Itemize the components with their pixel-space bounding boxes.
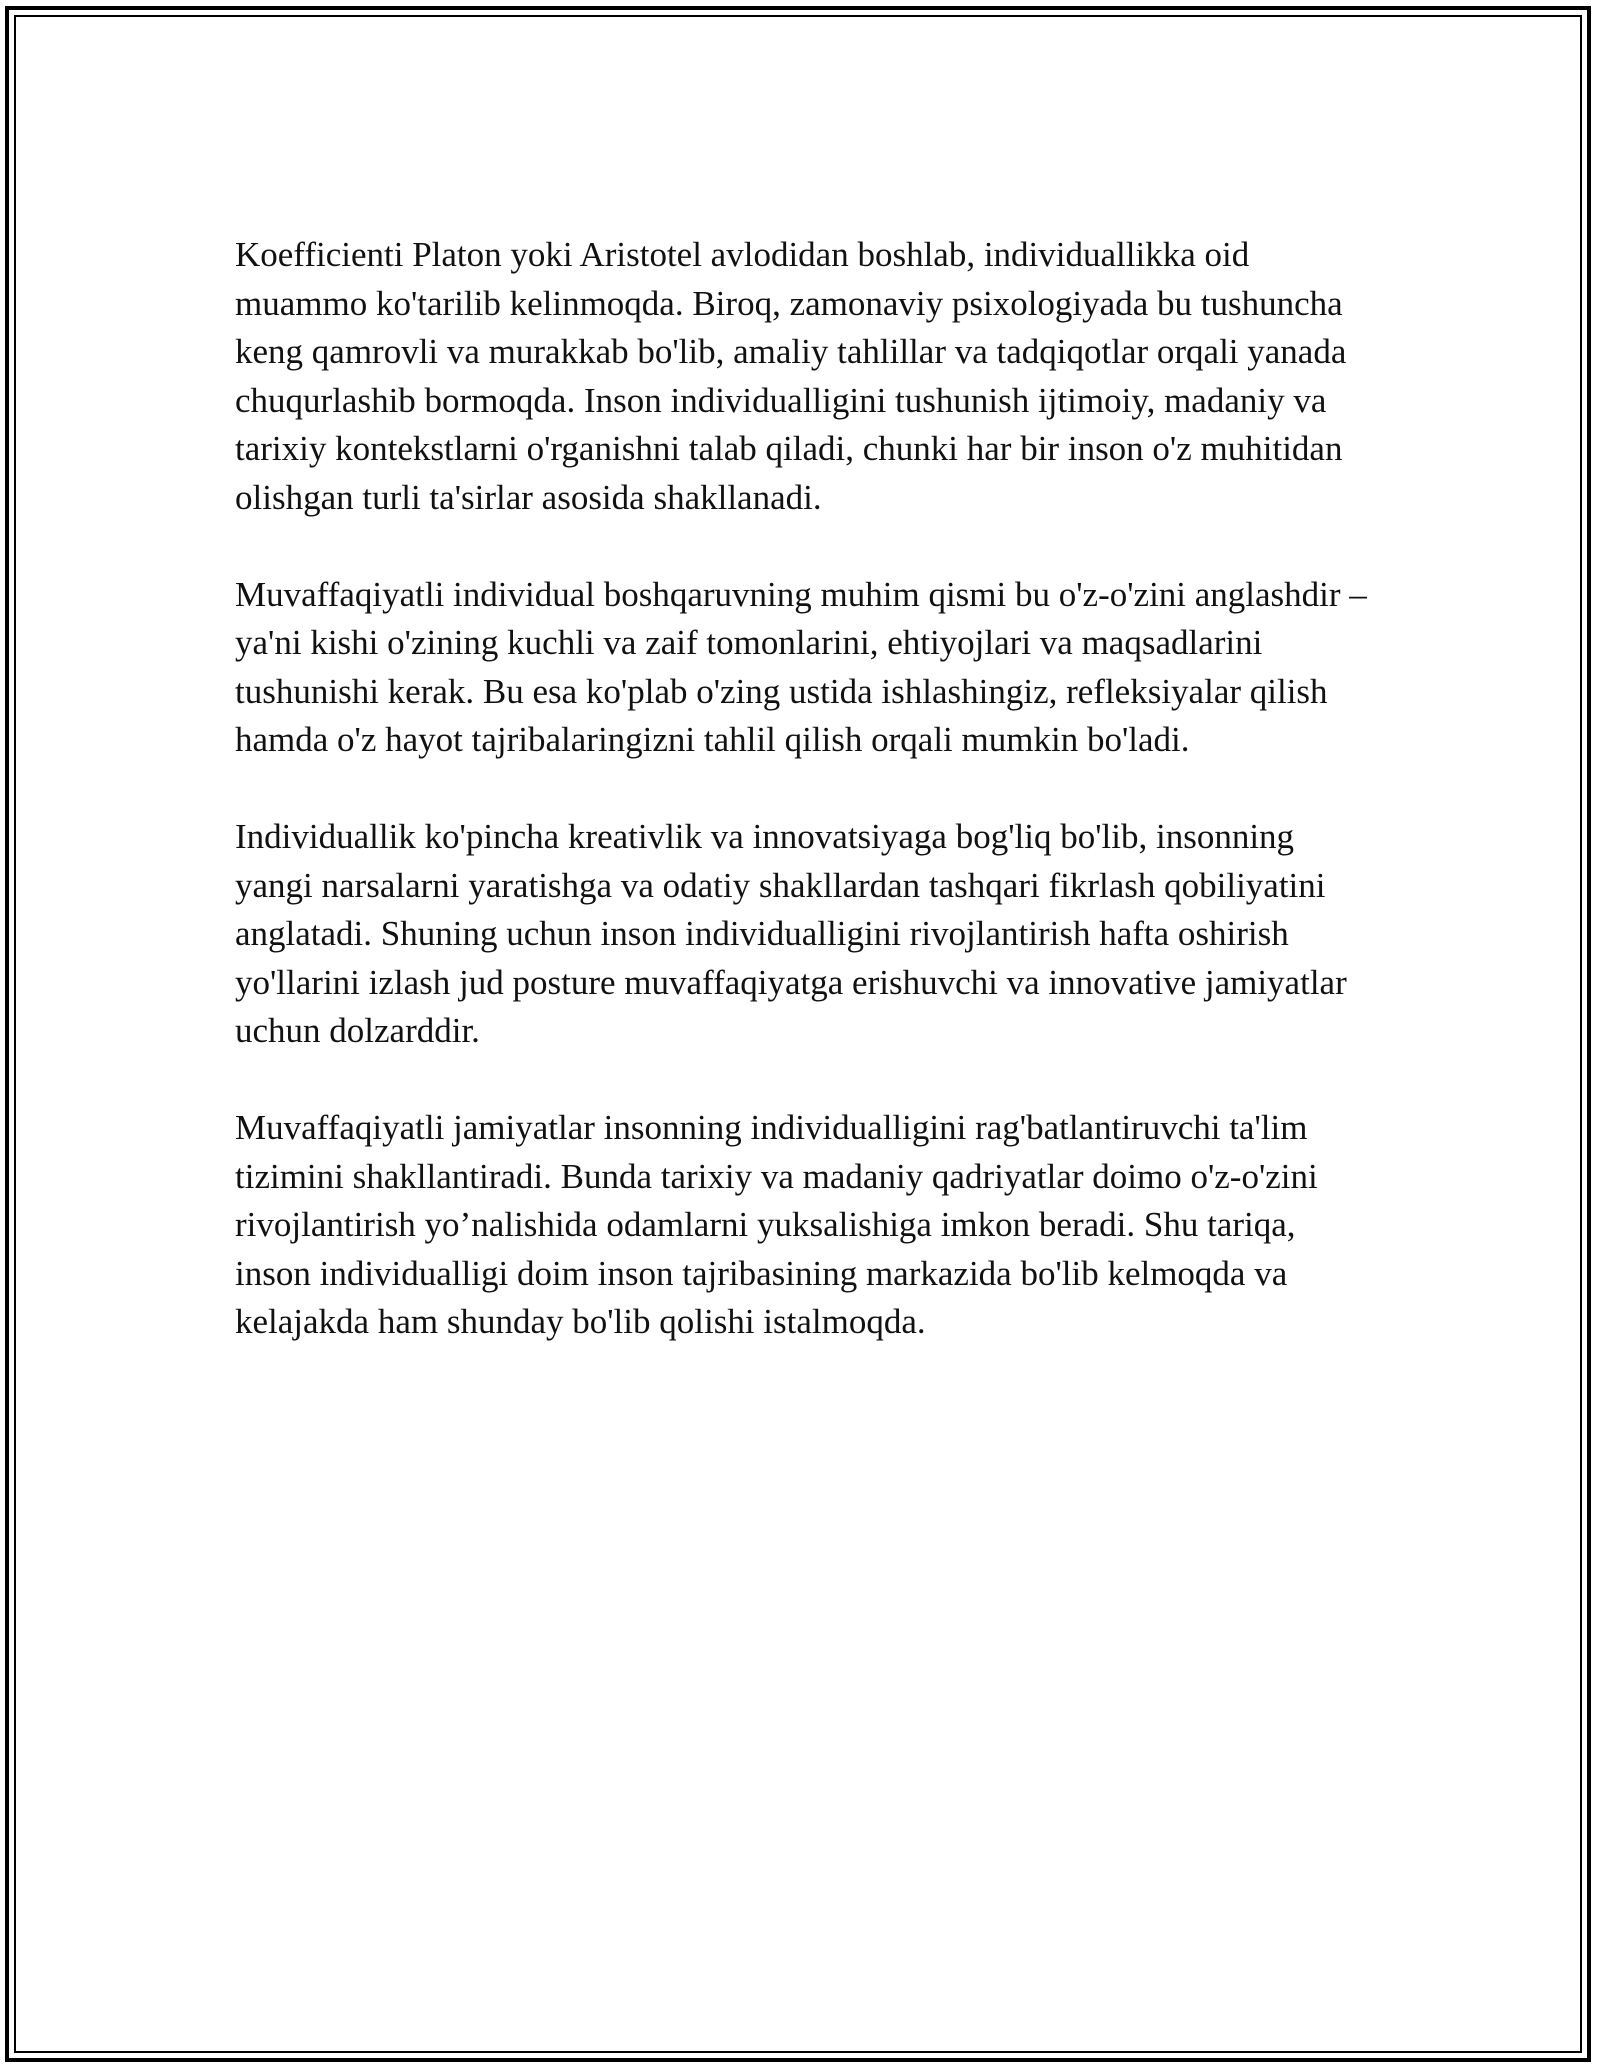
paragraph-4: Muvaffaqiyatli jamiyatlar insonning individualligini rag'batlantiruvchi ta'lim tizimini shakllantiradi. Bunda tarixiy va madaniy qadriyatlar doimo o'z-o'zini rivojlantirish yo’nalishida odamlarni yuksalishiga imkon beradi. Shu tariqa, inson individualligi doim inson tajribasining markazida bo'lib kelmoqda va kelajakda ham shunday bo'lib qolishi istalmoqda. — [235, 1108, 1318, 1341]
document-body — [235, 231, 1370, 1347]
paragraph-1: Koefficienti Platon yoki Aristotel avlodidan boshlab, individuallikka oid muammo ko'tarilib kelinmoqda. Biroq, zamonaviy psixologiyada bu tushuncha keng qamrovli va murakkab bo'lib, amaliy tahlillar va tadqiqotlar orqali yanada chuqurlashib bormoqda. Inson individualligini tushunish ijtimoiy, madaniy va tarixiy kontekstlarni o'rganishni talab qiladi, chunki har bir inson o'z muhitidan olishgan turli ta'sirlar asosida shakllanadi. — [235, 235, 1347, 517]
paragraph-2: Muvaffaqiyatli individual boshqaruvning muhim qismi bu o'z-o'zini anglashdir – ya'ni kishi o'zining kuchli va zaif tomonlarini, ehtiyojlari va maqsadlarini tushunishi kerak. Bu esa ko'plab o'zing ustida ishlashingiz, refleksiyalar qilish hamda o'z hayot tajribalaringizni tahlil qilish orqali mumkin bo'ladi. — [235, 574, 1367, 759]
paragraph-3: Individuallik ko'pincha kreativlik va innovatsiyaga bog'liq bo'lib, insonning yangi narsalarni yaratishga va odatiy shakllardan tashqari fikrlash qobiliyatini anglatadi. Shuning uchun inson individualligini rivojlantirish hafta oshirish yo'llarini izlash jud posture muvaffaqiyatga erishuvchi va innovative jamiyatlar uchun dolzarddir. — [235, 817, 1347, 1050]
